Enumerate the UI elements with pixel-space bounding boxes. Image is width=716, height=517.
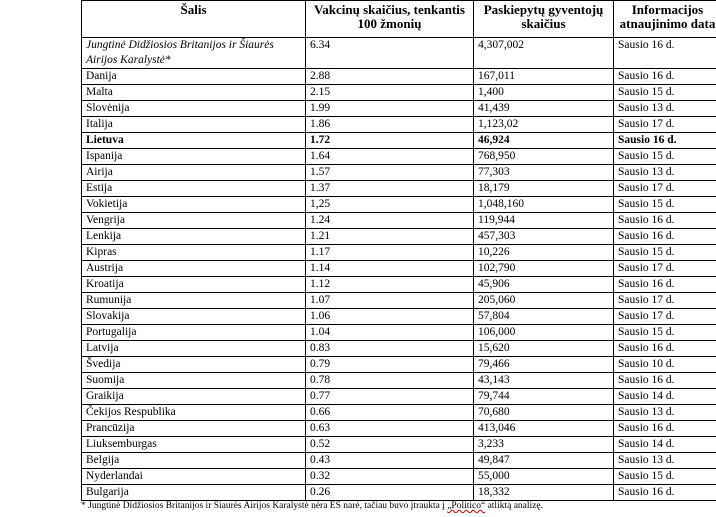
table-row bbox=[82, 85, 716, 101]
cell-update-date: Sausio 16 d. bbox=[614, 421, 716, 437]
cell-update-date: Sausio 10 d. bbox=[614, 357, 716, 373]
cell-update-date: Sausio 14 d. bbox=[614, 389, 716, 405]
cell-country: Airija bbox=[82, 165, 306, 181]
cell-country: Čekijos Respublika bbox=[82, 405, 306, 421]
table-row bbox=[82, 389, 716, 405]
cell-country: Austrija bbox=[82, 261, 306, 277]
table-row bbox=[82, 165, 716, 181]
cell-country: Lenkija bbox=[82, 229, 306, 245]
cell-vaccinated-count: 457,303 bbox=[474, 229, 614, 245]
table-row bbox=[82, 277, 716, 293]
cell-update-date: Sausio 15 d. bbox=[614, 197, 716, 213]
cell-vaccinated-count: 413,046 bbox=[474, 421, 614, 437]
cell-country: Vokietija bbox=[82, 197, 306, 213]
cell-vaccines-per-100: 1.14 bbox=[306, 261, 474, 277]
cell-country: Rumunija bbox=[82, 293, 306, 309]
cell-vaccines-per-100: 1.17 bbox=[306, 245, 474, 261]
cell-vaccines-per-100: 0.79 bbox=[306, 357, 474, 373]
cell-update-date: Sausio 15 d. bbox=[614, 325, 716, 341]
cell-country: Suomija bbox=[82, 373, 306, 389]
cell-vaccines-per-100: 1.21 bbox=[306, 229, 474, 245]
table-row bbox=[82, 133, 716, 149]
cell-vaccines-per-100: 2.88 bbox=[306, 69, 474, 85]
cell-update-date: Sausio 17 d. bbox=[614, 309, 716, 325]
cell-country: Lietuva bbox=[82, 133, 306, 149]
table-row bbox=[82, 69, 716, 85]
cell-vaccines-per-100: 1.99 bbox=[306, 101, 474, 117]
table-row bbox=[82, 213, 716, 229]
cell-vaccinated-count: 167,011 bbox=[474, 69, 614, 85]
footnote-text-end: atliktą analizę. bbox=[485, 501, 543, 511]
cell-country: Slovakija bbox=[82, 309, 306, 325]
cell-country: Liuksemburgas bbox=[82, 437, 306, 453]
cell-update-date: Sausio 13 d. bbox=[614, 405, 716, 421]
table-row bbox=[82, 38, 716, 69]
cell-country: Nyderlandai bbox=[82, 469, 306, 485]
cell-country: Prancūzija bbox=[82, 421, 306, 437]
cell-country: Vengrija bbox=[82, 213, 306, 229]
cell-vaccinated-count: 1,123,02 bbox=[474, 117, 614, 133]
cell-vaccinated-count: 41,439 bbox=[474, 101, 614, 117]
table-row bbox=[82, 341, 716, 357]
cell-vaccines-per-100: 1.57 bbox=[306, 165, 474, 181]
cell-vaccinated-count: 57,804 bbox=[474, 309, 614, 325]
cell-vaccinated-count: 1,048,160 bbox=[474, 197, 614, 213]
cell-update-date: Sausio 14 d. bbox=[614, 437, 716, 453]
cell-vaccinated-count: 79,744 bbox=[474, 389, 614, 405]
cell-vaccines-per-100: 0.83 bbox=[306, 341, 474, 357]
cell-country: Kipras bbox=[82, 245, 306, 261]
cell-vaccines-per-100: 1.07 bbox=[306, 293, 474, 309]
cell-country: Malta bbox=[82, 85, 306, 101]
footnote-text: * Jungtinė Didžiosios Britanijos ir Šiaurės Airijos Karalystė nėra ES narė, tačiau buvo įtraukta į bbox=[81, 501, 448, 511]
cell-vaccinated-count: 3,233 bbox=[474, 437, 614, 453]
cell-country: Belgija bbox=[82, 453, 306, 469]
cell-vaccinated-count: 43,143 bbox=[474, 373, 614, 389]
cell-update-date: Sausio 16 d. bbox=[614, 277, 716, 293]
cell-country: Kroatija bbox=[82, 277, 306, 293]
table-row bbox=[82, 101, 716, 117]
cell-country: Portugalija bbox=[82, 325, 306, 341]
cell-vaccinated-count: 18,179 bbox=[474, 181, 614, 197]
cell-vaccinated-count: 102,790 bbox=[474, 261, 614, 277]
cell-vaccinated-count: 79,466 bbox=[474, 357, 614, 373]
header-update-date: Informacijos atnaujinimo data bbox=[614, 1, 716, 38]
cell-vaccinated-count: 70,680 bbox=[474, 405, 614, 421]
cell-country: Graikija bbox=[82, 389, 306, 405]
cell-vaccines-per-100: 0.66 bbox=[306, 405, 474, 421]
cell-update-date: Sausio 15 d. bbox=[614, 469, 716, 485]
table-row bbox=[82, 197, 716, 213]
table-row bbox=[82, 309, 716, 325]
table-header-row bbox=[82, 1, 716, 38]
cell-vaccines-per-100: 0.52 bbox=[306, 437, 474, 453]
cell-country: Jungtinė Didžiosios Britanijos ir Šiaurės Airijos Karalystė* bbox=[82, 38, 306, 69]
cell-vaccines-per-100: 1,25 bbox=[306, 197, 474, 213]
cell-vaccinated-count: 205,060 bbox=[474, 293, 614, 309]
cell-update-date: Sausio 16 d. bbox=[614, 69, 716, 85]
cell-country: Latvija bbox=[82, 341, 306, 357]
table-row bbox=[82, 149, 716, 165]
cell-vaccines-per-100: 0.26 bbox=[306, 485, 474, 501]
cell-vaccinated-count: 119,944 bbox=[474, 213, 614, 229]
cell-vaccines-per-100: 0.63 bbox=[306, 421, 474, 437]
cell-update-date: Sausio 17 d. bbox=[614, 261, 716, 277]
table-row bbox=[82, 229, 716, 245]
cell-vaccines-per-100: 1.86 bbox=[306, 117, 474, 133]
cell-vaccines-per-100: 0.77 bbox=[306, 389, 474, 405]
cell-update-date: Sausio 16 d. bbox=[614, 213, 716, 229]
cell-vaccines-per-100: 1.12 bbox=[306, 277, 474, 293]
table-row bbox=[82, 357, 716, 373]
cell-country: Italija bbox=[82, 117, 306, 133]
table-row bbox=[82, 405, 716, 421]
table-row bbox=[82, 181, 716, 197]
cell-vaccinated-count: 15,620 bbox=[474, 341, 614, 357]
header-country: Šalis bbox=[82, 1, 306, 38]
cell-vaccines-per-100: 1.72 bbox=[306, 133, 474, 149]
table-row bbox=[82, 437, 716, 453]
cell-update-date: Sausio 16 d. bbox=[614, 341, 716, 357]
cell-update-date: Sausio 16 d. bbox=[614, 373, 716, 389]
cell-vaccinated-count: 77,303 bbox=[474, 165, 614, 181]
table-row bbox=[82, 469, 716, 485]
table-row bbox=[82, 325, 716, 341]
cell-update-date: Sausio 13 d. bbox=[614, 165, 716, 181]
cell-update-date: Sausio 15 d. bbox=[614, 85, 716, 101]
cell-vaccines-per-100: 0.78 bbox=[306, 373, 474, 389]
cell-vaccinated-count: 106,000 bbox=[474, 325, 614, 341]
header-vaccinated-count: Paskiepytų gyventojų skaičius bbox=[474, 1, 614, 38]
table-row bbox=[82, 261, 716, 277]
cell-country: Švedija bbox=[82, 357, 306, 373]
cell-update-date: Sausio 13 d. bbox=[614, 101, 716, 117]
table-body bbox=[82, 38, 716, 501]
table-row bbox=[82, 373, 716, 389]
cell-vaccinated-count: 768,950 bbox=[474, 149, 614, 165]
footnote-source: „Politico“ bbox=[447, 501, 486, 511]
cell-update-date: Sausio 16 d. bbox=[614, 133, 716, 149]
footnote bbox=[81, 500, 543, 513]
cell-update-date: Sausio 17 d. bbox=[614, 117, 716, 133]
cell-vaccinated-count: 18,332 bbox=[474, 485, 614, 501]
table-row bbox=[82, 117, 716, 133]
cell-vaccines-per-100: 1.37 bbox=[306, 181, 474, 197]
cell-update-date: Sausio 17 d. bbox=[614, 181, 716, 197]
cell-update-date: Sausio 13 d. bbox=[614, 453, 716, 469]
cell-vaccinated-count: 49,847 bbox=[474, 453, 614, 469]
cell-vaccines-per-100: 1.24 bbox=[306, 213, 474, 229]
table-row bbox=[82, 293, 716, 309]
cell-country: Ispanija bbox=[82, 149, 306, 165]
cell-country: Bulgarija bbox=[82, 485, 306, 501]
cell-update-date: Sausio 17 d. bbox=[614, 293, 716, 309]
table-row bbox=[82, 453, 716, 469]
cell-update-date: Sausio 15 d. bbox=[614, 245, 716, 261]
cell-country: Estija bbox=[82, 181, 306, 197]
cell-vaccinated-count: 10,226 bbox=[474, 245, 614, 261]
table-row bbox=[82, 485, 716, 501]
cell-vaccines-per-100: 1.06 bbox=[306, 309, 474, 325]
cell-update-date: Sausio 16 d. bbox=[614, 229, 716, 245]
vaccination-table-container bbox=[81, 0, 716, 501]
header-vaccines-per-100: Vakcinų skaičius, tenkantis 100 žmonių bbox=[306, 1, 474, 38]
vaccination-table bbox=[81, 0, 716, 501]
cell-vaccines-per-100: 1.64 bbox=[306, 149, 474, 165]
cell-vaccinated-count: 46,924 bbox=[474, 133, 614, 149]
cell-vaccinated-count: 55,000 bbox=[474, 469, 614, 485]
cell-country: Danija bbox=[82, 69, 306, 85]
cell-vaccines-per-100: 0.32 bbox=[306, 469, 474, 485]
cell-country: Slovėnija bbox=[82, 101, 306, 117]
cell-vaccines-per-100: 2.15 bbox=[306, 85, 474, 101]
cell-vaccines-per-100: 6.34 bbox=[306, 38, 474, 69]
table-row bbox=[82, 421, 716, 437]
cell-vaccines-per-100: 0.43 bbox=[306, 453, 474, 469]
cell-vaccines-per-100: 1.04 bbox=[306, 325, 474, 341]
cell-vaccinated-count: 45,906 bbox=[474, 277, 614, 293]
table-row bbox=[82, 245, 716, 261]
cell-vaccinated-count: 1,400 bbox=[474, 85, 614, 101]
cell-update-date: Sausio 15 d. bbox=[614, 149, 716, 165]
cell-vaccinated-count: 4,307,002 bbox=[474, 38, 614, 69]
cell-update-date: Sausio 16 d. bbox=[614, 38, 716, 69]
cell-update-date: Sausio 16 d. bbox=[614, 485, 716, 501]
